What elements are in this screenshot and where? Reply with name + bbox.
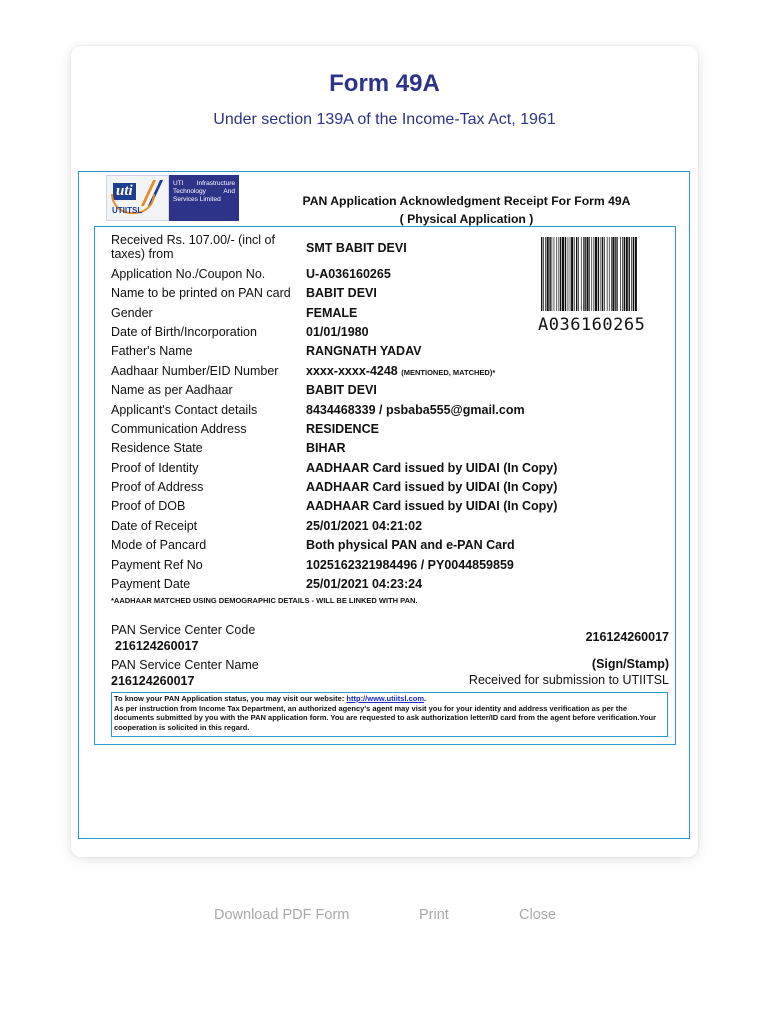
receipt-card [71, 46, 698, 923]
uti-logo-icon [106, 175, 169, 221]
field-value-text: AADHAAR Card issued by UIDAI (In Copy) [306, 499, 558, 513]
field-value [306, 403, 525, 417]
field-value [306, 441, 346, 455]
service-center-code-label: PAN Service Center Code [111, 623, 256, 637]
field-label: Name as per Aadhaar [111, 383, 233, 397]
utiitsl-website-link[interactable]: http://www.utiitsl.com [346, 694, 425, 703]
field-value [306, 558, 514, 572]
receipt-title-line1: PAN Application Acknowledgment Receipt For Form 49A [302, 194, 631, 208]
logo-mark-name: UTIITSL [112, 206, 143, 215]
received-for-submission: Received for submission to UTIITSL [468, 673, 669, 687]
page-subtitle: Under section 139A of the Income-Tax Act, 1961 [213, 111, 556, 128]
field-value-text: 01/01/1980 [306, 325, 369, 339]
download-pdf-button[interactable]: Download PDF Form [214, 907, 350, 923]
field-value-text: RANGNATH YADAV [306, 344, 422, 358]
field-label: Communication Address [111, 422, 247, 436]
field-value-note: (MENTIONED, MATCHED)* [401, 368, 496, 377]
field-label: Name to be printed on PAN card [111, 286, 291, 300]
field-value [306, 480, 557, 494]
field-value [306, 519, 422, 533]
receipt-title [279, 192, 654, 228]
field-value-text: SMT BABIT DEVI [306, 241, 407, 255]
barcode-icon [541, 237, 661, 311]
field-value-text: BIHAR [306, 441, 346, 455]
service-center-name-label: PAN Service Center Name [111, 658, 259, 672]
utiitsl-logo [106, 175, 239, 221]
field-label: Applicant's Contact details [111, 403, 258, 417]
receipt-frame [78, 171, 690, 923]
field-label: Date of Receipt [111, 519, 198, 533]
field-value [306, 344, 422, 358]
print-button[interactable]: Print [419, 907, 449, 923]
field-value-text: 8434468339 / psbaba555@gmail.com [306, 403, 525, 417]
field-value [306, 325, 369, 339]
field-value-text: U-A036160265 [306, 267, 391, 281]
sign-stamp: (Sign/Stamp) [591, 657, 669, 671]
status-info [111, 692, 668, 737]
field-value [306, 422, 379, 436]
field-label: Father's Name [111, 344, 193, 358]
field-value [306, 286, 377, 300]
field-value-text: xxxx-xxxx-4248 [306, 364, 398, 378]
service-center-code: 216124260017 [115, 639, 199, 653]
barcode-number: A036160265 [538, 315, 646, 335]
receipt-title-line2: ( Physical Application ) [399, 212, 534, 226]
field-label: Proof of Address [111, 480, 204, 494]
field-value-text: AADHAAR Card issued by UIDAI (In Copy) [306, 480, 558, 494]
field-value [306, 306, 357, 320]
field-value [306, 267, 391, 281]
field-label: Application No./Coupon No. [111, 267, 266, 281]
field-label: Aadhaar Number/EID Number [111, 364, 279, 378]
field-value-text: 25/01/2021 04:21:02 [306, 519, 423, 533]
service-center-name: 216124260017 [111, 674, 195, 688]
field-label: Payment Ref No [111, 558, 203, 572]
field-value [306, 461, 557, 475]
field-value-text: AADHAAR Card issued by UIDAI (In Copy) [306, 461, 558, 475]
field-value [306, 241, 407, 255]
field-value [306, 577, 422, 591]
field-value-text: 25/01/2021 04:23:24 [306, 577, 423, 591]
field-label: Proof of Identity [111, 461, 199, 475]
field-value-text: RESIDENCE [306, 422, 379, 436]
field-value-text: 1025162321984496 / PY0044859859 [306, 558, 514, 572]
field-label: Payment Date [111, 577, 191, 591]
service-center-code-right: 216124260017 [585, 630, 669, 644]
field-label: Residence State [111, 441, 203, 455]
field-label: Proof of DOB [111, 499, 186, 513]
field-value [306, 364, 495, 378]
close-button[interactable]: Close [519, 907, 557, 923]
field-value [306, 499, 557, 513]
field-label: Received Rs. 107.00/- (incl of taxes) from [111, 233, 275, 261]
aadhaar-note: *AADHAAR MATCHED USING DEMOGRAPHIC DETAILS - WILL BE LINKED WITH PAN. [111, 596, 418, 605]
field-value-text: BABIT DEVI [306, 383, 377, 397]
field-value-text: BABIT DEVI [306, 286, 377, 300]
info-prefix: To know your PAN Application status, you may visit our website: [114, 694, 347, 703]
field-value-text: Both physical PAN and e-PAN Card [306, 538, 515, 552]
info-suffix: . [424, 694, 427, 703]
field-value [306, 538, 515, 552]
field-label: Gender [111, 306, 153, 320]
field-value [306, 383, 377, 397]
info-text: As per instruction from Income Tax Department, an authorized agency's agent may visit you for your identity and address verification as per the documents submitted by you with the PAN application form. You are requested to ask authorization letter/ID card from the agent before verification.Your cooperation is solicited in this regard. [114, 703, 657, 732]
logo-mark-text: uti [113, 183, 136, 200]
logo-company-text: UTI Infrastructure Technology And Services Limited [169, 175, 239, 221]
field-label: Mode of Pancard [111, 538, 207, 552]
page-title: Form 49A [329, 70, 440, 97]
receipt-body [94, 226, 676, 745]
field-value-text: FEMALE [306, 306, 358, 320]
field-label: Date of Birth/Incorporation [111, 325, 257, 339]
